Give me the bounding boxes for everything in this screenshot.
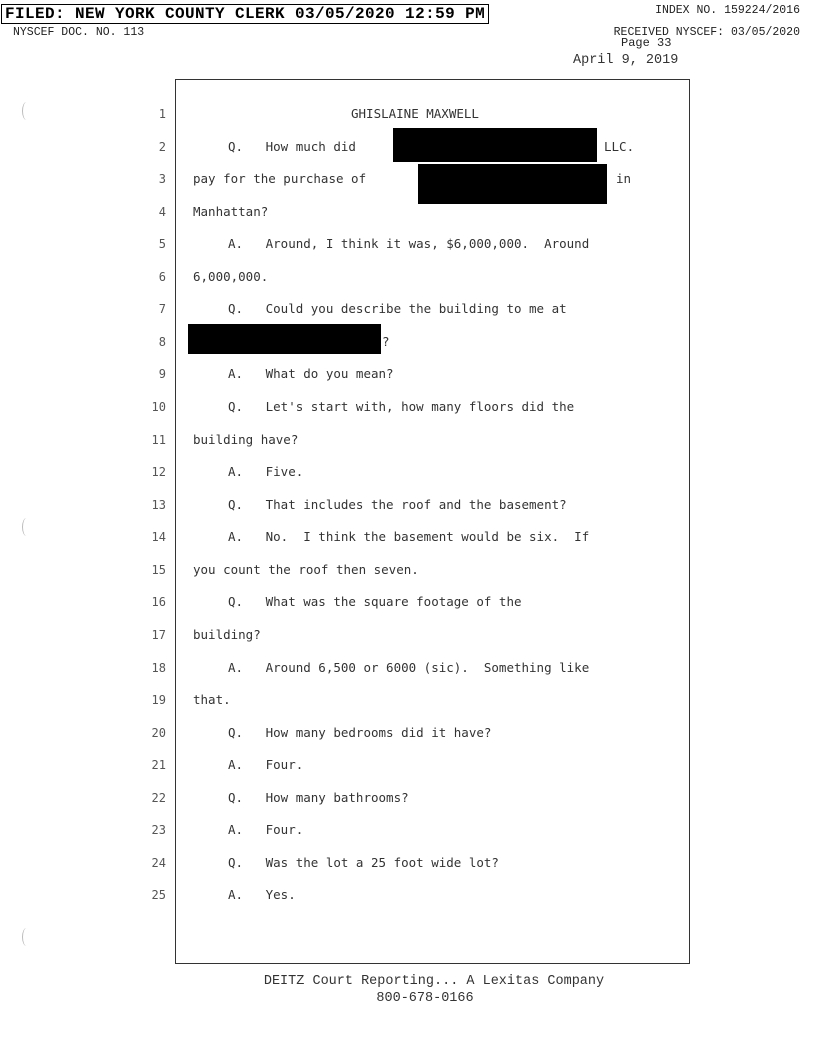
line-text: Q. Let's start with, how many floors did the bbox=[228, 399, 575, 415]
line-number: 5 bbox=[158, 237, 166, 252]
redaction-block bbox=[418, 164, 607, 204]
line-number: 20 bbox=[151, 725, 166, 740]
nyscef-doc-number: NYSCEF DOC. NO. 113 bbox=[13, 26, 145, 39]
line-number: 7 bbox=[158, 302, 166, 317]
line-number: 15 bbox=[151, 562, 166, 577]
line-text: A. No. I think the basement would be six. If bbox=[228, 529, 590, 545]
line-text: A. What do you mean? bbox=[228, 366, 394, 382]
line-number: 8 bbox=[158, 334, 166, 349]
line-text: A. Five. bbox=[228, 464, 304, 480]
line-number: 2 bbox=[158, 139, 166, 154]
footer-company: DEITZ Court Reporting... A Lexitas Company bbox=[263, 974, 605, 989]
line-number: 24 bbox=[151, 855, 166, 870]
line-number: 16 bbox=[151, 595, 166, 610]
page-number: Page 33 bbox=[621, 36, 672, 50]
line-text-tail: LLC. bbox=[604, 138, 635, 154]
line-number: 14 bbox=[151, 530, 166, 545]
line-text: you count the roof then seven. bbox=[193, 561, 419, 577]
line-text: building have? bbox=[193, 431, 299, 447]
filed-banner: FILED: NEW YORK COUNTY CLERK 03/05/2020 12:59 PM bbox=[1, 4, 489, 24]
deposition-date: April 9, 2019 bbox=[573, 53, 679, 68]
line-number: 19 bbox=[151, 693, 166, 708]
line-number: 25 bbox=[151, 888, 166, 903]
line-number: 22 bbox=[151, 790, 166, 805]
line-number: 13 bbox=[151, 497, 166, 512]
line-number: 3 bbox=[158, 172, 166, 187]
received-date: RECEIVED NYSCEF: 03/05/2020 bbox=[613, 26, 800, 39]
line-number: 21 bbox=[151, 758, 166, 773]
line-number: 4 bbox=[158, 204, 166, 219]
margin-mark bbox=[22, 928, 31, 946]
line-text: GHISLAINE MAXWELL bbox=[351, 106, 479, 121]
line-number: 10 bbox=[151, 400, 166, 415]
footer-phone: 800-678-0166 bbox=[376, 991, 474, 1006]
line-number: 6 bbox=[158, 269, 166, 284]
line-number: 1 bbox=[158, 107, 166, 121]
line-text: A. Around, I think it was, $6,000,000. Around bbox=[228, 236, 590, 252]
line-text: Q. What was the square footage of the bbox=[228, 594, 522, 610]
line-text-tail: in bbox=[616, 171, 632, 187]
line-text: building? bbox=[193, 626, 261, 642]
line-number: 12 bbox=[151, 465, 166, 480]
line-text: Q. Could you describe the building to me at bbox=[228, 301, 567, 317]
line-number: 17 bbox=[151, 627, 166, 642]
redaction-block bbox=[393, 128, 597, 162]
line-text: Manhattan? bbox=[193, 203, 269, 219]
line-text: A. Yes. bbox=[228, 887, 296, 903]
redaction-block bbox=[188, 324, 381, 354]
line-text: that. bbox=[193, 692, 231, 708]
line-text: Q. How many bedrooms did it have? bbox=[228, 724, 492, 740]
line-text: 6,000,000. bbox=[193, 268, 269, 284]
line-text: A. Four. bbox=[228, 822, 304, 838]
line-number: 9 bbox=[158, 367, 166, 382]
line-text: A. Four. bbox=[228, 757, 304, 773]
line-number: 23 bbox=[151, 823, 166, 838]
index-number: INDEX NO. 159224/2016 bbox=[655, 4, 800, 17]
line-text: A. Around 6,500 or 6000 (sic). Something like bbox=[228, 659, 590, 675]
line-text: Q. That includes the roof and the basement? bbox=[228, 496, 567, 512]
line-text: Q. How many bathrooms? bbox=[228, 789, 409, 805]
line-text: pay for the purchase of bbox=[193, 171, 367, 187]
line-number: 18 bbox=[151, 660, 166, 675]
line-text: Q. Was the lot a 25 foot wide lot? bbox=[228, 854, 499, 870]
line-text-tail: ? bbox=[382, 333, 390, 349]
line-text: Q. How much did bbox=[228, 138, 356, 154]
line-number: 11 bbox=[151, 432, 166, 447]
